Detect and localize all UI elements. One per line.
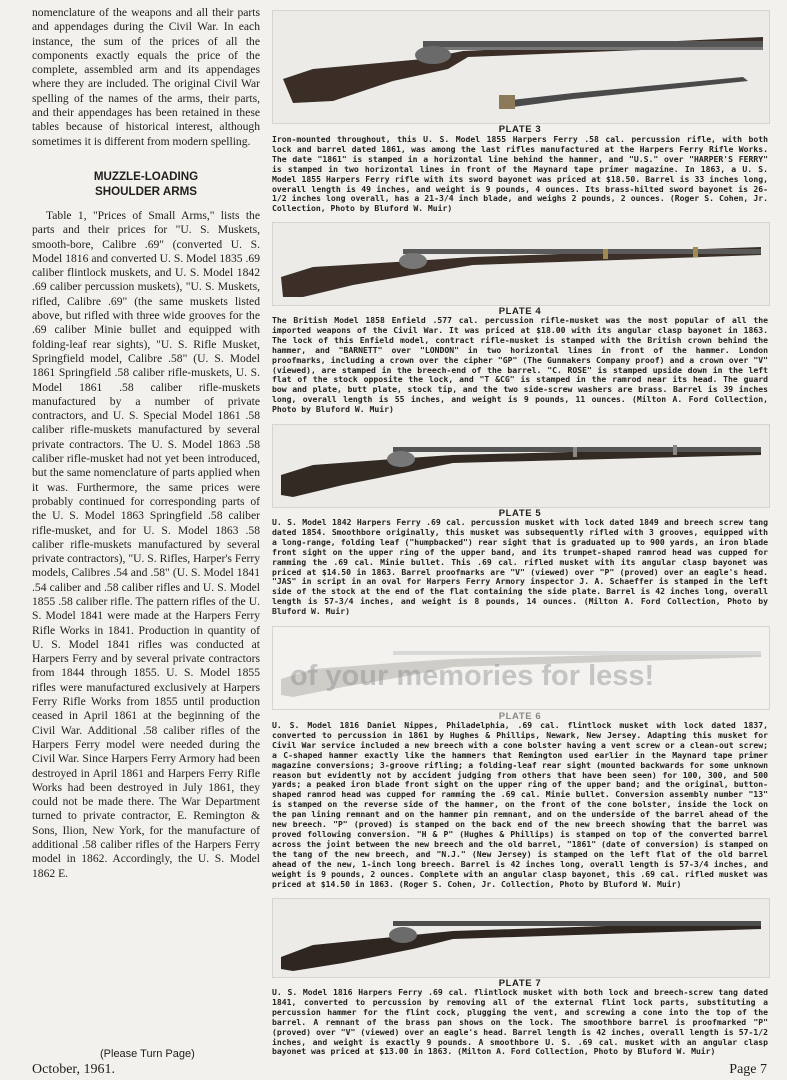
plate-7-title: PLATE 7 (498, 978, 542, 989)
body-paragraph: Table 1, "Prices of Small Arms," lists the parts and their prices for "U. S. Muskets, smooth-bore, Calibre .69" (converted U. S. Model 1816 and converted U. S. Model 1835 .69 caliber flintlock muskets, and U. S. Model 1842 .69 caliber percussion muskets), "U. S. Muskets, rifled, Calibre .69" (the same muskets listed above, but rifled with three wide grooves for the .69 caliber Minie bullet and equipped with folding-leaf rear sights), "U. S. Rifle Musket, Springfield model, Calibre .58" (U. S. Model 1861 Springfield .58 caliber rifle-muskets, U. S. Model 1861 .58 caliber rifle-muskets manufactured by a number of private contractors, and U. S. Special Model 1861 .58 caliber rifle-muskets manufactured by several private contractors. The U. S. Model 1863 .58 caliber rifle-musket had not yet been introduced, but the same nomenclature of parts applied when it was. Furthermore, the same prices were probably continued for corresponding parts of the U. S. Model 1863 Springfield .58 caliber rifle-musket, and for U. S. Model 1863 .58 caliber rifle-muskets manufactured by several private contractors), "U. S. Rifles, Harper's Ferry models, Calibres .54 and .58" (U. S. Model 1841 .54 caliber and .58 caliber rifles and U. S. Model 1855 .58 caliber rifle. The pattern rifles of the U. S. Model 1841 were made at the Harpers Ferry Rifle Works in 1841. Production in quantity of U. S. Model 1841 rifles was conducted at Harpers Ferry and by several private contractors from 1844 through 1855. U. S. Model 1855 rifles were manufactured exclusively at Harpers Ferry Rifle Works from 1855 until production ceased in April 1861 at the beginning of the Civil War. Additional .58 caliber rifles of the Harpers Ferry model were needed during the Civil War. Since Harpers Ferry Armory had been destroyed in April 1861 and Harpers Ferry Rifle Works had been destroyed in July 1861, they could not be made there. The War Department turned to private contractor, E. Remington & Sons, Ilion, New York, for the manufacture of additional .58 caliber rifles of the Harpers Ferry model in 1862. Accordingly, the U. S. Model 1862 E. (32, 208, 260, 880)
section-heading-line2: SHOULDER ARMS (95, 184, 197, 198)
plate-5-title: PLATE 5 (498, 508, 542, 519)
plate-7-photo (272, 898, 770, 978)
plate-4-title: PLATE 4 (498, 306, 542, 317)
plate-5-photo (272, 424, 770, 508)
model-1816-harpers-ferry-musket-image (273, 899, 769, 977)
section-heading-line1: MUZZLE-LOADING (93, 169, 199, 183)
plate-6-caption: U. S. Model 1816 Daniel Nippes, Philadelphia, .69 cal. flintlock musket with lock dated 1837, converted to percussion in 1861 by Hughes & Phillips, Newark, New Jersey. Adapting this musket for Civil War service included a new breech with a cone bolster having a vent screw or a clean-out screw; a C-shaped hammer exactly like the hammers that Remington used earlier in the Maynard tape primer magazine conversions; 3-groove rifling; a folding-leaf rear sight (mounted backwards for some unknown reason but evidently not by accident judging from others that have been seen) for 100, 300, and 500 yards; a peaked iron blade front sight on the upper ring of the upper band; and the original, button-shaped ramrod head was cupped for ramming the .69 cal. Minie bullet. Conversion assembly number "13" is stamped on the reverse side of the hammer, on the front of the cone bolster, inside the lock on the pan lining remnant and on the hammer pin remnant, and on the underside of the barrel ahead of the new breech. "P" (proved) is stamped on the back end of the new breech showing that the barrel was proved following conversion. "H & P" (Hughes & Phillips) is stamped on top of the converted barrel across the joint between the new breech and the old barrel, "1861" (date of conversion) is stamped on the tang of the new breech, and "N.J." (New Jersey) is stamped on the left flat of the old barrel ahead of the new, 1-inch long breech. Barrel is 42 inches long, overall length is 57-3/4 inches, and weight is 9 pounds, 2 ounces. Complete with an angular clasp bayonet, this .69 cal. rifled musket was priced at $14.50 in 1863. (Roger S. Cohen, Jr. Collection, Photo by Bluford W. Muir) (272, 720, 768, 889)
intro-paragraph: nomenclature of the weapons and all their parts and appendages during the Civil War. In each instance, the sum of the prices of all the components exactly equals the price of the complete, assembled arm and its appendages where they are included. The original Civil War spelling of the names of the arms, their parts, and their appendages has been retained in these tables because of historical interest, although sometimes it is different from modern spelling. (32, 6, 260, 148)
footer-date: October, 1961. (32, 1062, 116, 1077)
plate-3-title: PLATE 3 (498, 124, 542, 135)
model-1842-musket-image (273, 425, 769, 507)
plate-3-photo (272, 10, 770, 124)
photo-host-watermark: of your memories for less! (290, 660, 655, 692)
turn-page-note: (Please Turn Page) (100, 1048, 195, 1060)
plate-7-caption: U. S. Model 1816 Harpers Ferry .69 cal. flintlock musket with both lock and breech-screw tang dated 1841, converted to percussion by removing all of the external flint lock parts, substituting a percussion hammer for the flint cock, plugging the vent, and screwing a cone into the top of the barrel. A remnant of the brass pan shows on the lock. The smoothbore barrel is proofmarked "P" (proved) over "V" (viewed) over an eagle's head. Barrel length is 42 inches, overall length is 57-1/2 inches, and weight is exactly 9 pounds. A smoothbore U. S. .69 cal. musket with an angular clasp bayonet was priced at $13.00 in 1863. (Milton A. Ford Collection, Photo by Bluford W. Muir) (272, 987, 768, 1057)
section-heading (32, 169, 260, 199)
plate-4-caption: The British Model 1858 Enfield .577 cal. percussion rifle-musket was the most popular of all the imported weapons of the Civil War. It was priced at $18.00 with its angular clasp bayonet in 1863. The lock of this Enfield model, contract rifle-musket is stamped with the British crown behind the hammer, and "BARNETT" over "LONDON" in two horizontal lines in front of the hammer. London proofmarks, including a crown over the cipher "GP" (The Gunmakers Company proof) and a crown over "V" (viewed), are stamped in the breech-end of the barrel. "C. ROSE" is stamped upside down in the left flat of the stock opposite the lock, and "T &CG" is stamped in the ramrod near its head. The guard bow and plate, butt plate, stock tip, and the two side-screw washers are brass. Barrel is 39 inches long, overall length is 55 inches, and weight is 9 pounds, 11 ounces. (Milton A. Ford Collection, Photo by Bluford W. Muir) (272, 315, 768, 415)
plate-5-caption: U. S. Model 1842 Harpers Ferry .69 cal. percussion musket with lock dated 1849 and breech screw tang dated 1854. Smoothbore originally, this musket was subsequently rifled with 3 grooves, equipped with a long-range, folding leaf ("humpbacked") rear sight that is graduated up to 900 yards, an iron blade front sight on the upper ring of the upper band, and its trumpet-shaped ramrod head was cupped for ramming the .69 cal. Minie bullet. This .69 cal. rifled musket with its angular clasp bayonet was priced at $14.50 in 1863. Barrel proofmarks are "V" (viewed) over "P" (proved) over an eagle's head. "JAS" in script in an oval for Harpers Ferry Armory inspector J. A. Schaeffer is stamped in the left side of the stock at the end of the flat containing the side plate. Barrel is 42 inches long, overall length is 57-3/4 inches, and weight is 8 pounds, 14 ounces. (Milton A. Ford Collection, Photo by Bluford W. Muir) (272, 517, 768, 617)
plate-6-title: PLATE 6 (498, 711, 542, 722)
footer-page-number: Page 7 (729, 1062, 767, 1077)
plate-3-caption: Iron-mounted throughout, this U. S. Model 1855 Harpers Ferry .58 cal. percussion rifle, with both lock and barrel dated 1861, was among the last rifles manufactured at the Harpers Ferry Rifle Works. The date "1861" is stamped in a horizontal line behind the hammer, and "U.S." over "HARPER'S FERRY" is stamped in two horizontal lines in front of the Maynard tape primer magazine. In 1863, a U. S. Model 1855 Harpers Ferry rifle with its sword bayonet was priced at $18.50. Barrel is 33 inches long, overall length is 49 inches, and weight is 9 pounds, 4 ounces. Its brass-hilted sword bayonet is 26-1/2 inches long overall, has a 21-3/4 inch blade, and weighs 2 pounds, 2 ounces. (Roger S. Cohen, Jr. Collection, Photo by Bluford W. Muir) (272, 134, 768, 214)
article-column (32, 6, 260, 881)
rifle-with-sword-bayonet-image (273, 11, 769, 123)
plate-4-photo (272, 222, 770, 306)
enfield-rifle-musket-image (273, 223, 769, 305)
